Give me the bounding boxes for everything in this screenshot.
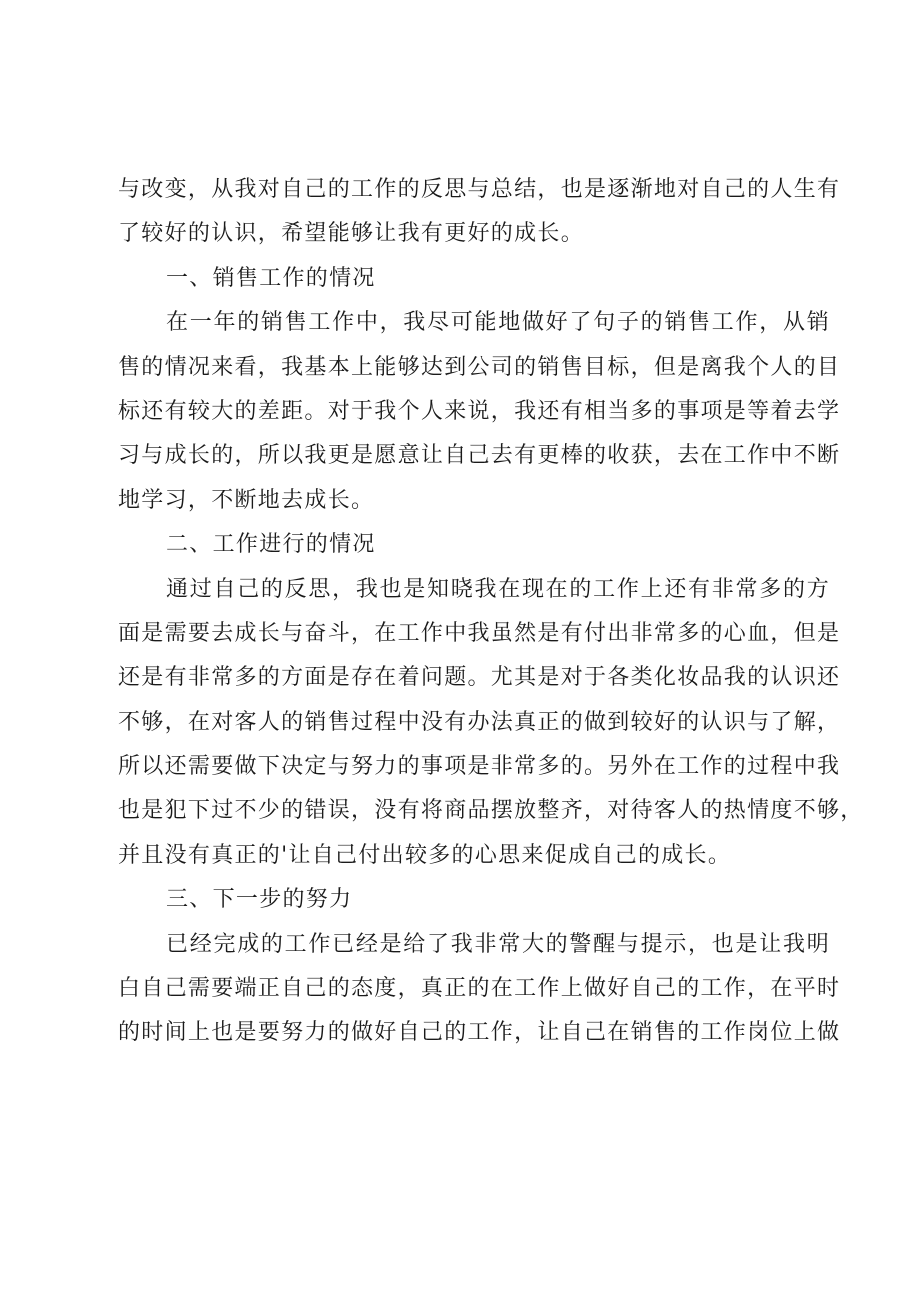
- paragraph-line: 标还有较大的差距。对于我个人来说，我还有相当多的事项是等着去学: [118, 398, 841, 424]
- section-heading: 三、下一步的努力: [166, 887, 353, 913]
- paragraph-line: 在一年的销售工作中，我尽可能地做好了句子的销售工作，从销: [166, 310, 830, 336]
- paragraph-line: 的时间上也是要努力的做好自己的工作，让自己在销售的工作岗位上做: [118, 1020, 841, 1046]
- paragraph-line: 还是有非常多的方面是存在着问题。尤其是对于各类化妆品我的认识还: [118, 665, 841, 691]
- paragraph-line: 地学习，不断地去成长。: [118, 487, 375, 513]
- paragraph-line: 了较好的认识，希望能够让我有更好的成长。: [118, 221, 585, 247]
- paragraph-line: 白自己需要端正自己的态度，真正的在工作上做好自己的工作，在平时: [118, 976, 841, 1002]
- paragraph-line: 面是需要去成长与奋斗，在工作中我虽然是有付出非常多的心血，但是: [118, 620, 841, 646]
- paragraph-line: 习与成长的，所以我更是愿意让自己去有更棒的收获，去在工作中不断: [118, 443, 841, 469]
- paragraph-line: 不够，在对客人的销售过程中没有办法真正的做到较好的认识与了解，: [118, 709, 841, 735]
- paragraph-line: 并且没有真正的'让自己付出较多的心思来促成自己的成长。: [118, 842, 732, 868]
- document-body: [118, 168, 864, 1056]
- paragraph-line: 也是犯下过不少的错误，没有将商品摆放整齐，对待客人的热情度不够，: [118, 798, 864, 824]
- section-heading: 二、工作进行的情况: [166, 532, 376, 558]
- paragraph-line: 与改变，从我对自己的工作的反思与总结，也是逐渐地对自己的人生有: [118, 177, 841, 202]
- paragraph-line: 所以还需要做下决定与努力的事项是非常多的。另外在工作的过程中我: [118, 754, 841, 780]
- paragraph-line: 通过自己的反思，我也是知晓我在现在的工作上还有非常多的方: [166, 576, 830, 602]
- section-heading: 一、销售工作的情况: [166, 265, 376, 291]
- paragraph-line: 售的情况来看，我基本上能够达到公司的销售目标，但是离我个人的目: [118, 354, 841, 380]
- paragraph-line: 已经完成的工作已经是给了我非常大的警醒与提示，也是让我明: [166, 931, 830, 957]
